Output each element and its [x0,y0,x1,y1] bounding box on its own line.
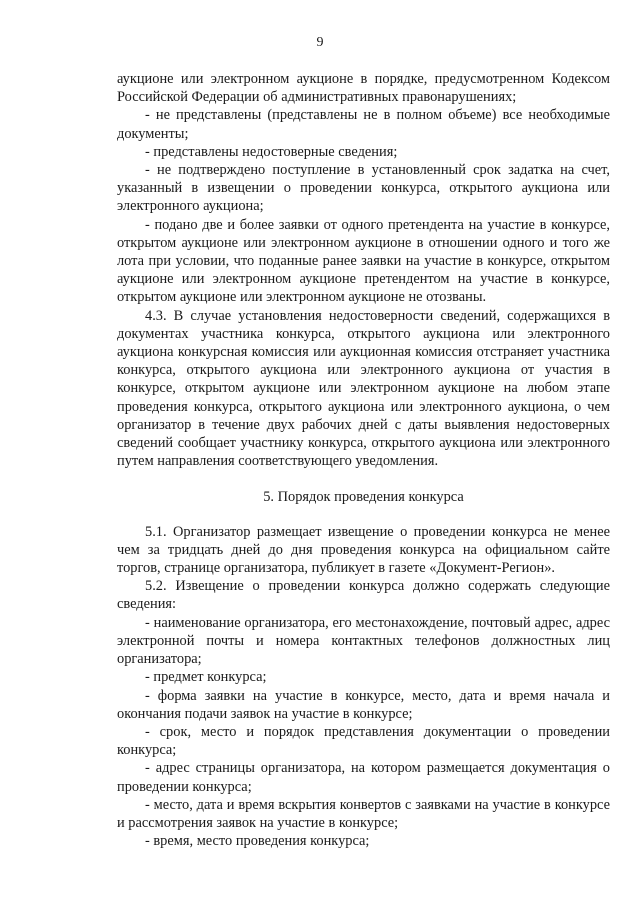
list-item: - наименование организатора, его местонахождение, почтовый адрес, адрес электронной почты и номера контактных телефонов должностных лиц организатора; [117,614,610,668]
list-item: - представлены недостоверные сведения; [145,143,398,160]
clause-5-2: 5.2. Извещение о проведении конкурса должно содержать следующие сведения: [117,578,610,613]
list-item: - место, дата и время вскрытия конвертов с заявками на участие в конкурсе и рассмотрения заявок на участие в конкурсе; [117,796,610,831]
document-body [117,70,610,850]
list-item: - не подтверждено поступление в установленный срок задатка на счет, указанный в извещении о проведении конкурса, открытого аукциона или электронного аукциона; [117,162,610,215]
clause-4-3: 4.3. В случае установления недостоверности сведений, содержащихся в документах участника конкурса, открытого аукциона или электронного аукциона конкурсная комиссия или аукционная комиссия отстраняет участника конкурса, открытого аукциона или электронного аукциона от участия в конкурсе, открытом аукционе или электронном аукционе на любом этапе проведения конкурса, открытого аукциона или электронного аукциона, о чем организатор в течение двух рабочих дней с даты выявления недостоверных сведений сообщает участнику конкурса, открытого аукциона или электронного путем направления соответствующего уведомления. [117,307,610,470]
list-item: - срок, место и порядок представления документации о проведении конкурса; [117,723,610,759]
list-item: - форма заявки на участие в конкурсе, место, дата и время начала и окончания подачи заявок на участие в конкурсе; [117,687,610,722]
page-number: 9 [316,35,324,50]
list-item: - адрес страницы организатора, на котором размещается документация о проведении конкурса; [117,760,610,795]
list-item: - время, место проведения конкурса; [145,833,370,850]
clause-5-1: 5.1. Организатор размещает извещение о проведении конкурса не менее чем за тридцать дней до дня проведения конкурса на официальном сайте торгов, странице организатора, публикует в газете «Документ-Регион». [117,523,610,577]
paragraph-continuation: аукционе или электронном аукционе в порядке, предусмотренном Кодексом Российской Федерации об административных правонарушениях; [117,71,610,106]
list-item: - предмет конкурса; [145,669,267,686]
list-item: - не представлены (представлены не в полном объеме) все необходимые документы; [117,107,610,142]
list-item: - подано две и более заявки от одного претендента на участие в конкурсе, открытом аукционе или электронном аукционе в отношении одного и того же лота при условии, что поданные ранее заявки на участие в конкурсе, открытом аукционе или электронном аукционе претендентом на участие в конкурсе, открытом аукционе или электронном аукционе не отозваны. [117,216,610,306]
section-heading: 5. Порядок проведения конкурса [263,489,464,506]
